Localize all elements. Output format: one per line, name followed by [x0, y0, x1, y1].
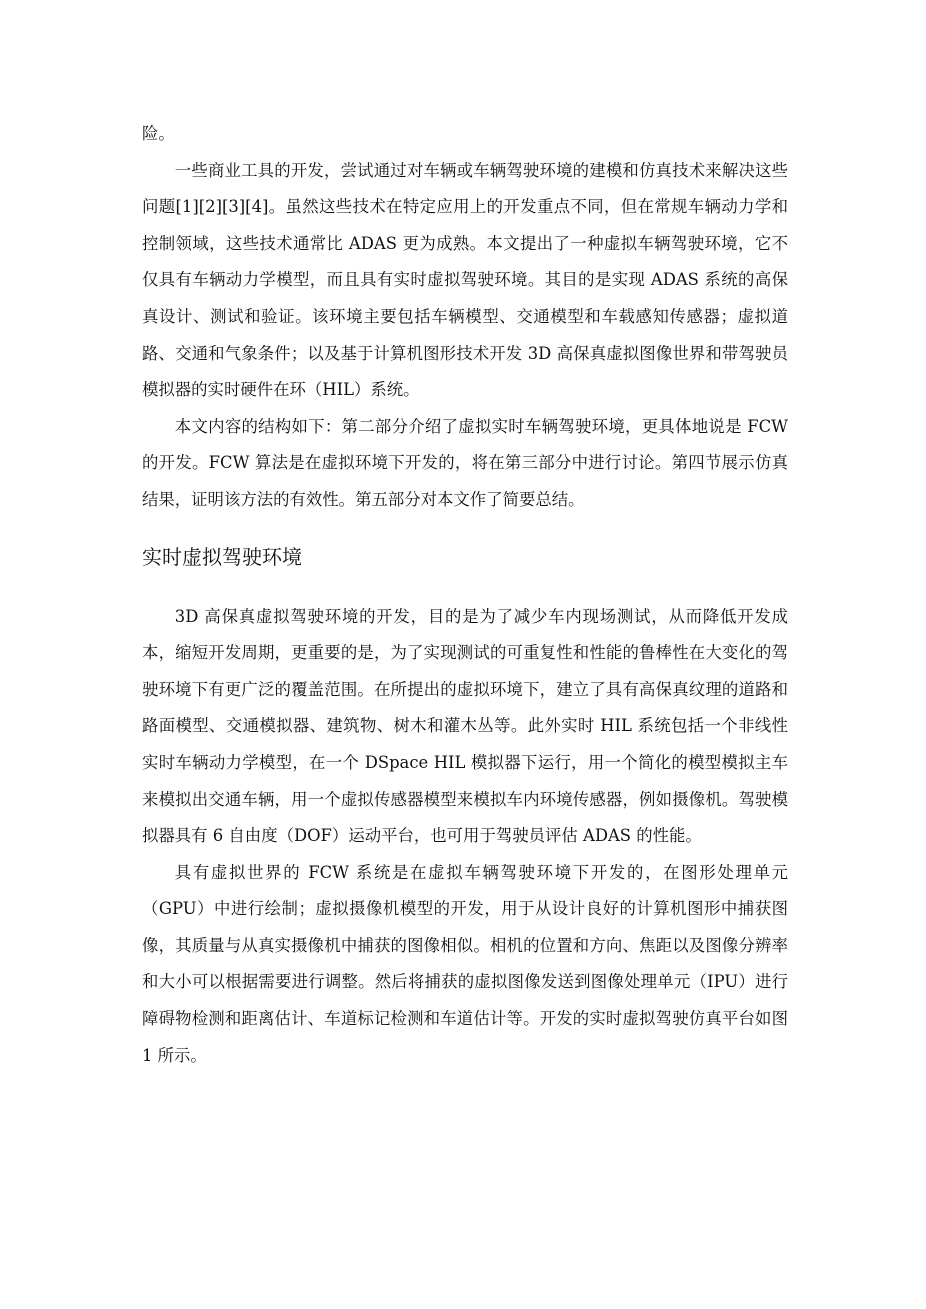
document-body — [142, 116, 788, 1074]
paragraph-structure: 本文内容的结构如下：第二部分介绍了虚拟实时车辆驾驶环境，更具体地说是 FCW 的开发。FCW 算法是在虚拟环境下开发的，将在第三部分中进行讨论。第四节展示仿真结果，证明该方法的有效性。第五部分对本文作了简要总结。 — [142, 416, 788, 509]
paragraph-fcw-system: 具有虚拟世界的 FCW 系统是在虚拟车辆驾驶环境下开发的，在图形处理单元（GPU）中进行绘制；虚拟摄像机模型的开发，用于从设计良好的计算机图形中捕获图像，其质量与从真实摄像机中捕获的图像相似。相机的位置和方向、焦距以及图像分辨率和大小可以根据需要进行调整。然后将捕获的虚拟图像发送到图像处理单元（IPU）进行障碍物检测和距离估计、车道标记检测和车道估计等。开发的实时虚拟驾驶仿真平台如图 1 所示。 — [142, 862, 788, 1065]
paragraph-continuation: 险。 — [142, 124, 175, 143]
spacer — [142, 519, 788, 541]
spacer — [142, 573, 788, 599]
paragraph-commercial-tools: 一些商业工具的开发，尝试通过对车辆或车辆驾驶环境的建模和仿真技术来解决这些问题[1][2][3][4]。虽然这些技术在特定应用上的开发重点不同，但在常规车辆动力学和控制领域，这些技术通常比 ADAS 更为成熟。本文提出了一种虚拟车辆驾驶环境，它不仅具有车辆动力学模型，而且具有实时虚拟驾驶环境。其目的是实现 ADAS 系统的高保真设计、测试和验证。该环境主要包括车辆模型、交通模型和车载感知传感器；虚拟道路、交通和气象条件；以及基于计算机图形技术开发 3D 高保真虚拟图像世界和带驾驶员模拟器的实时硬件在环（HIL）系统。 — [142, 160, 788, 400]
paragraph-3d-environment: 3D 高保真虚拟驾驶环境的开发，目的是为了减少车内现场测试，从而降低开发成本，缩短开发周期，更重要的是，为了实现测试的可重复性和性能的鲁棒性在大变化的驾驶环境下有更广泛的覆盖范围。在所提出的虚拟环境下，建立了具有高保真纹理的道路和路面模型、交通模拟器、建筑物、树木和灌木丛等。此外实时 HIL 系统包括一个非线性实时车辆动力学模型，在一个 DSpace HIL 模拟器下运行，用一个简化的模型模拟主车来模拟出交通车辆，用一个虚拟传感器模型来模拟车内环境传感器，例如摄像机。驾驶模拟器具有 6 自由度（DOF）运动平台，也可用于驾驶员评估 ADAS 的性能。 — [142, 606, 788, 846]
section-heading: 实时虚拟驾驶环境 — [142, 544, 302, 569]
